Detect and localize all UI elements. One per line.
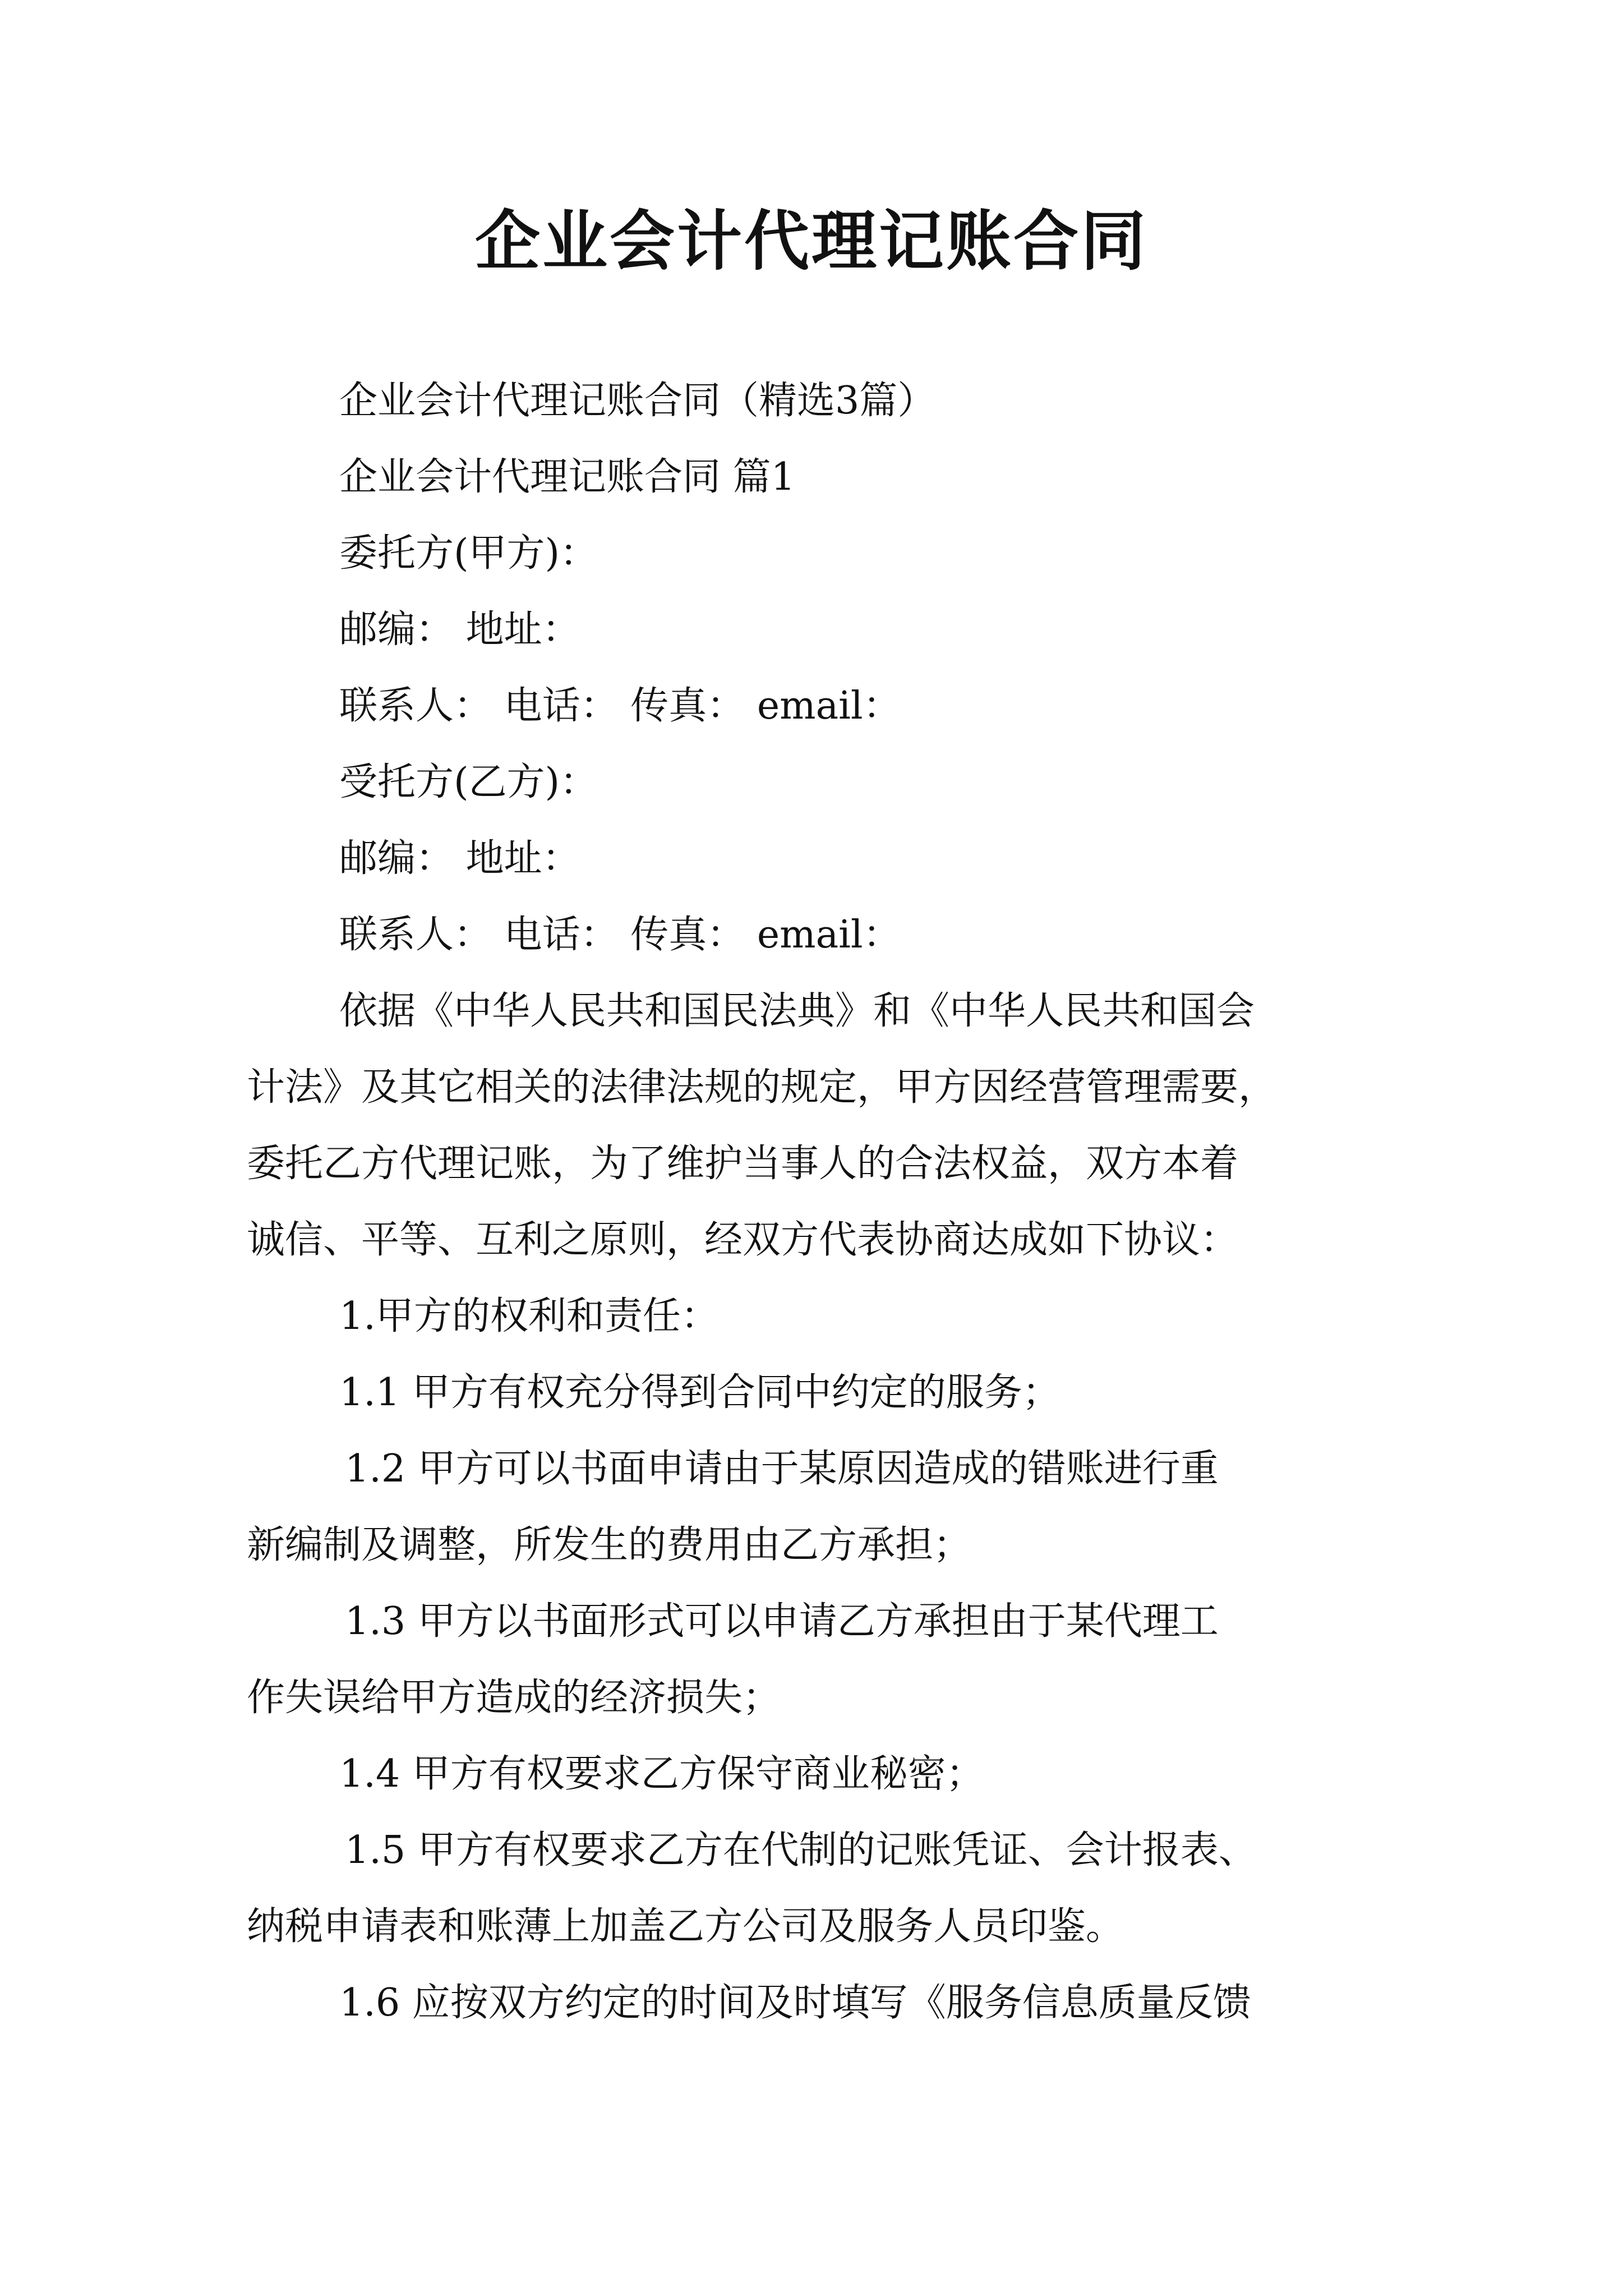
clause-heading: 1.甲方的权利和责任： <box>339 1294 719 1338</box>
clause-line: 作失误给甲方造成的经济损失； <box>247 1676 781 1720</box>
paragraph-line: 诚信、平等、互利之原则，经双方代表协商达成如下协议： <box>247 1218 1239 1262</box>
clause-line: 纳税申请表和账薄上加盖乙方公司及服务人员印鉴。 <box>247 1904 1124 1949</box>
subtitle-line: 企业会计代理记账合同（精选3篇） <box>339 379 936 423</box>
clause-line: 1.1 甲方有权充分得到合同中约定的服务； <box>339 1370 1061 1415</box>
clause-line: 1.3 甲方以书面形式可以申请乙方承担由于某代理工 <box>345 1599 1219 1644</box>
clause-line: 1.2 甲方可以书面申请由于某原因造成的错账进行重 <box>345 1447 1219 1491</box>
section-heading: 企业会计代理记账合同 篇1 <box>339 455 795 499</box>
paragraph-line: 计法》及其它相关的法律法规的规定，甲方因经营管理需要， <box>247 1065 1277 1110</box>
party-b-address-line: 邮编： 地址： <box>339 836 580 881</box>
party-a-label: 委托方(甲方)： <box>339 531 598 576</box>
clause-line: 1.4 甲方有权要求乙方保守商业秘密； <box>339 1752 984 1796</box>
clause-line: 1.6 应按双方约定的时间及时填写《服务信息质量反馈 <box>339 1981 1251 2025</box>
party-b-label: 受托方(乙方)： <box>339 760 598 804</box>
clause-line: 新编制及调整，所发生的费用由乙方承担； <box>247 1523 972 1567</box>
document-title: 企业会计代理记账合同 <box>475 203 1148 279</box>
party-a-contact-line: 联系人： 电话： 传真： email： <box>339 684 901 728</box>
paragraph-line: 依据《中华人民共和国民法典》和《中华人民共和国会 <box>339 989 1255 1033</box>
party-b-contact-line: 联系人： 电话： 传真： email： <box>339 913 901 957</box>
paragraph-line: 委托乙方代理记账，为了维护当事人的合法权益，双方本着 <box>247 1142 1239 1186</box>
party-a-address-line: 邮编： 地址： <box>339 608 580 652</box>
clause-line: 1.5 甲方有权要求乙方在代制的记账凭证、会计报表、 <box>345 1828 1257 1872</box>
